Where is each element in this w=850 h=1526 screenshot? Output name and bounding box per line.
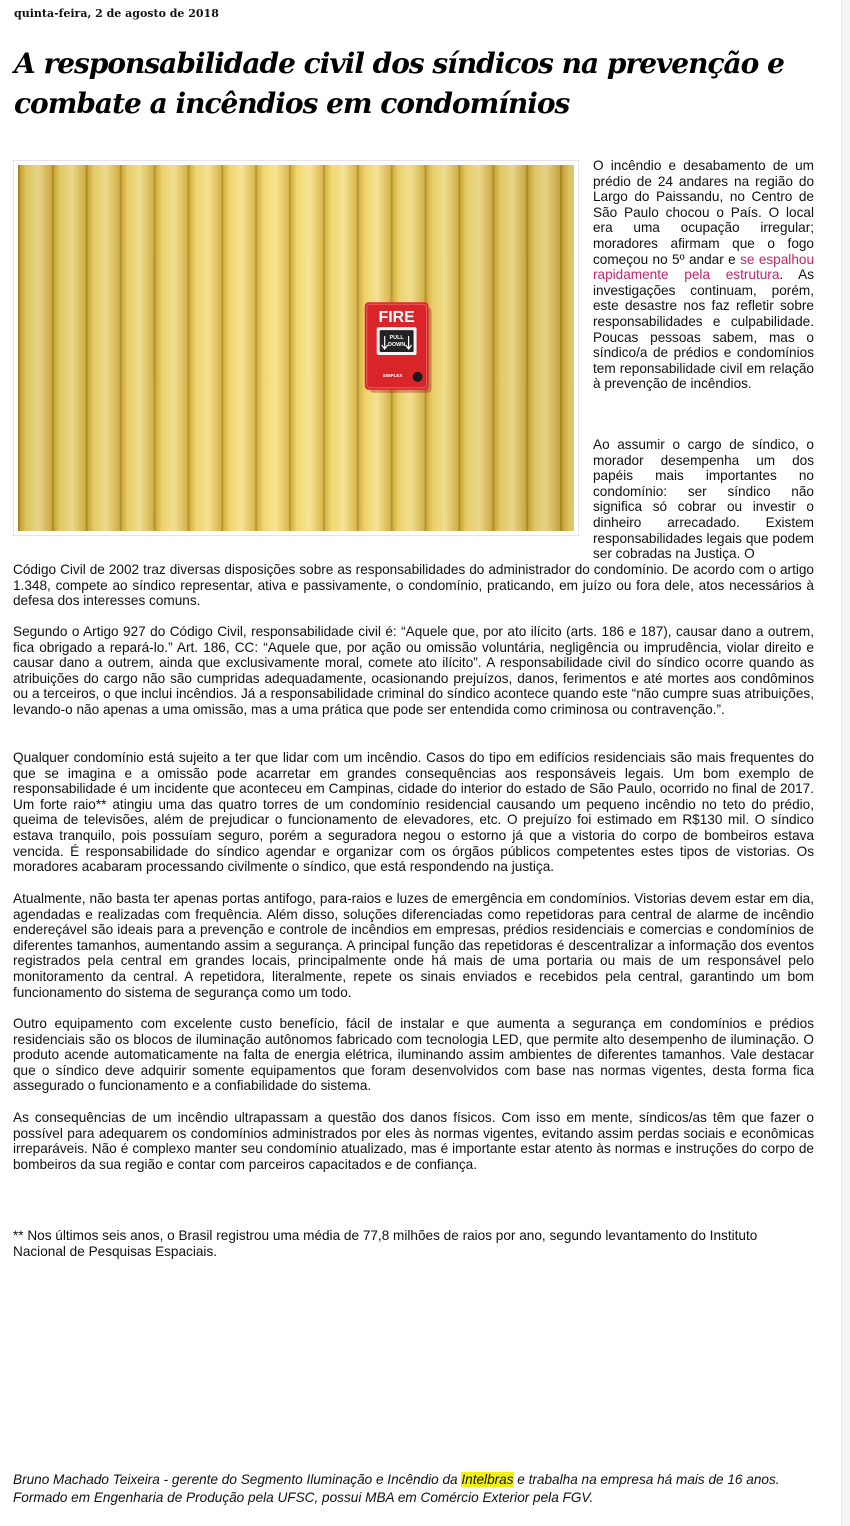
scrollbar[interactable] (841, 0, 850, 1526)
paragraph-1 (593, 158, 814, 392)
author-bio-text: Bruno Machado Teixeira - gerente do Segmento Iluminação e Incêndio da (13, 1472, 462, 1487)
paragraph-3: Segundo o Artigo 927 do Código Civil, responsabilidade civil é: “Aquele que, por ato ilícito (arts. 186 e 187), causar dano a outrem, fica obrigado a repará-lo.” Art. 186, CC: “Aquele que, por ação ou omissão voluntária, negligência ou imprudência, violar direito e causar dano a outrem, ainda que exclusivamente moral, comete ato ilícito”. A responsabilidade civil do síndico ocorre quando as atribuições do cargo não são cumpridas adequadamente, ocasionando prejuízos, danos, ferimentos e até mortes aos condôminos ou a terceiros, o que inclui incêndios. Já a responsabilidade criminal do síndico acontece quando este “não cumpre suas atribuições, levando-o não apenas a uma omissão, mas a uma prática que pode ser entendida como criminosa ou contravenção.”. (13, 624, 814, 717)
fire-alarm-box (365, 302, 432, 393)
article-title: A responsabilidade civil dos síndicos na prevenção e combate a incêndios em condomínios (14, 47, 784, 120)
alarm-brand: SIMPLEX (382, 372, 403, 378)
paragraph-2-start: Ao assumir o cargo de síndico, o morador desempenha um dos papéis mais importantes no condomínio: ser síndico não significa só cobrar ou investir o dinheiro arrecadado. Existem responsabilidades legais que podem ser cobradas na Justiça. O (593, 437, 814, 562)
paragraph-2-continued: Código Civil de 2002 traz diversas disposições sobre as responsabilidades do administrador do condomínio. De acordo com o artigo 1.348, compete ao síndico representar, ativa e passivamente, o condomínio, praticando, em juízo ou fora dele, atos necessários à defesa dos interesses comuns. (13, 562, 814, 609)
paragraph-7: As consequências de um incêndio ultrapassam a questão dos danos físicos. Com isso em mente, síndicos/as têm que fazer o possível para adequarem os condomínios administrados por eles às normas vigentes, evitando assim perdas sociais e econômicas irreparáveis. Não é complexo manter seu condomínio atualizado, mas é importante estar atento às normas e instruções do corpo de bombeiros da sua região e contar com parceiros capacitados e de confiança. (13, 1110, 814, 1172)
paragraph-5: Atualmente, não basta ter apenas portas antifogo, para-raios e luzes de emergência em condomínios. Vistorias devem estar em dia, agendadas e realizadas com frequência. Além disso, soluções diferenciadas como repetidoras para central de alarme de incêndio endereçável são ideais para a prevenção e controle de incêndios em empresas, prédios residenciais e comercias e condomínios de diferentes tamanhos, aumentando assim a segurança. A principal função das repetidoras é descentralizar a informação dos eventos registrados pela central em grandes locais, principalmente onde há mais de uma portaria ou mais de um responsável pelo monitoramento da central. A repetidora, literalmente, repete os sinais enviados e recebidos pela central, garantindo um bom funcionamento do sistema de segurança como um todo. (13, 891, 814, 1000)
alarm-label: FIRE (378, 309, 415, 327)
article-photo (13, 160, 579, 536)
paragraph-1-text-end: . As investigações continuam, porém, este desastre nos faz refletir sobre responsabilidades e culpabilidade. Poucas pessoas sabem, mas o síndico/a de prédios e condomínios tem reponsabilidade civil em relação à prevenção de incêndios. (593, 267, 814, 392)
author-bio (13, 1471, 828, 1507)
author-bio-text-end: e trabalha na empresa há mais de 16 anos. Formado em Engenharia de Produção pela UFSC, possui MBA em Comércio Exterior pela FGV. (13, 1472, 780, 1505)
alarm-down-label: DOWN (387, 342, 406, 349)
company-highlight: Intelbras (461, 1472, 514, 1487)
footnote: ** Nos últimos seis anos, o Brasil registrou uma média de 77,8 milhões de raios por ano, segundo levantamento do Instituto Nacional de Pesquisas Espaciais. (13, 1228, 758, 1259)
paragraph-4: Qualquer condomínio está sujeito a ter que lidar com um incêndio. Casos do tipo em edifícios residenciais são mais frequentes do que se imagina e a omissão pode acarretar em grandes consequências aos responsáveis legais. Um bom exemplo de responsabilidade é um incidente que aconteceu em Campinas, cidade do interior do estado de São Paulo, ocorrido no final de 2017. Um forte raio** atingiu uma das quatro torres de um condomínio residencial causando um pequeno incêndio no teto do prédio, queima de televisões, além de prejudicar o funcionamento de elevadores, etc. O prejuízo foi estimado em R$130 mil. O síndico estava tranquilo, pois possuíam seguro, porém a seguradora negou o estorno já que a vistoria do corpo de bombeiros estava vencida. É responsabilidade do síndico agendar e organizar com os órgãos públicos competentes estes tipos de vistorias. Os moradores acabaram processando civilmente o síndico, que está respondendo na justiça. (13, 750, 814, 875)
fire-alarm-photo (18, 165, 574, 531)
paragraph-6: Outro equipamento com excelente custo benefício, fácil de instalar e que aumenta a segurança em condomínios e prédios residenciais são os blocos de iluminação autônomos fabricado com tecnologia LED, que permite alto desempenho de iluminação. O produto acende automaticamente na falta de energia elétrica, iluminando assim ambientes de diferentes tamanhos. Vale destacar que o síndico deve adquirir somente equipamentos que foram desenvolvidos com base nas normas vigentes, desta forma fica assegurado o funcionamento e a confiabilidade do sistema. (13, 1016, 814, 1094)
publish-date: quinta-feira, 2 de agosto de 2018 (14, 7, 219, 20)
alarm-pull-label: PULL (389, 335, 404, 342)
fire-spread-link[interactable]: se espalhou rapidamente pela estrutura (593, 251, 815, 283)
paragraph-1-text: O incêndio e desabamento de um prédio de 24 andares na região do Largo do Paissandu, no Centro de São Paulo chocou o País. O local era uma ocupação irregular; moradores afirmam que o fogo começou no 5º andar e (593, 158, 814, 267)
